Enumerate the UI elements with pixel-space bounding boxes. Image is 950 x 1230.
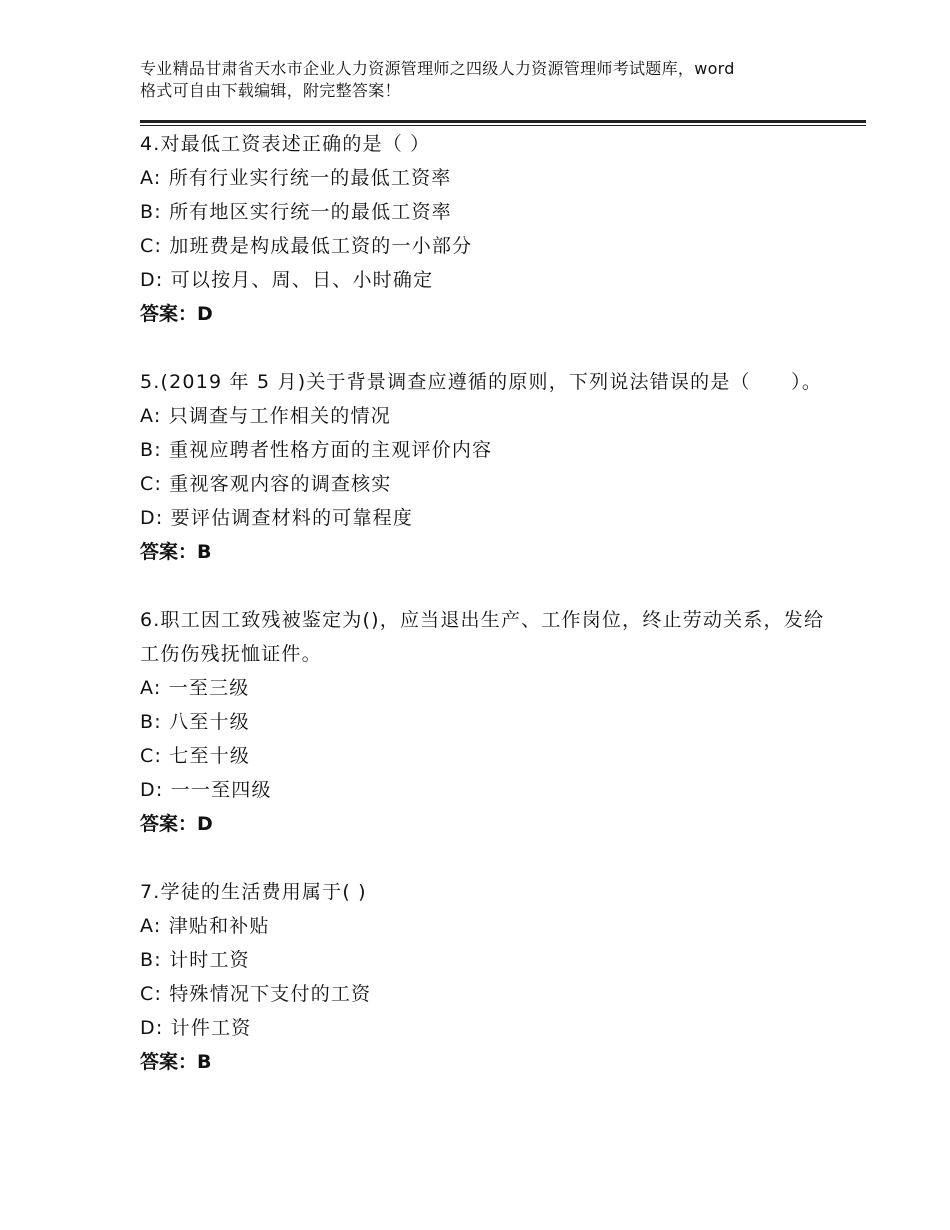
document-header	[140, 58, 830, 102]
option-d: D: 一一至四级	[140, 779, 272, 801]
question-6	[140, 603, 840, 841]
question-stem: 6.职工因工致残被鉴定为()，应当退出生产、工作岗位，终止劳动关系，发给工伤伤残抚恤证件。	[140, 609, 825, 665]
option-d: D: 要评估调查材料的可靠程度	[140, 507, 414, 529]
option-b: B: 八至十级	[140, 711, 250, 733]
option-a: A: 津贴和补贴	[140, 915, 270, 937]
option-d: D: 计件工资	[140, 1017, 252, 1039]
header-divider	[140, 120, 866, 126]
question-4	[140, 127, 840, 331]
option-c: C: 特殊情况下支付的工资	[140, 983, 372, 1005]
question-stem: 7.学徒的生活费用属于( )	[140, 881, 367, 903]
answer-label: 答案：B	[140, 541, 212, 563]
answer-label: 答案：D	[140, 813, 213, 835]
option-d: D: 可以按月、周、日、小时确定	[140, 269, 434, 291]
option-a: A: 只调查与工作相关的情况	[140, 405, 391, 427]
answer-label: 答案：B	[140, 1051, 212, 1073]
option-a: A: 一至三级	[140, 677, 250, 699]
option-c: C: 重视客观内容的调查核实	[140, 473, 392, 495]
question-stem: 4.对最低工资表述正确的是（ ）	[140, 133, 431, 155]
option-b: B: 所有地区实行统一的最低工资率	[140, 201, 452, 223]
option-c: C: 七至十级	[140, 745, 251, 767]
question-list	[140, 127, 840, 1113]
option-b: B: 重视应聘者性格方面的主观评价内容	[140, 439, 493, 461]
question-5	[140, 365, 840, 569]
question-7	[140, 875, 840, 1079]
question-stem: 5.(2019 年 5 月)关于背景调查应遵循的原则，下列说法错误的是（ ）。	[140, 371, 823, 393]
answer-label: 答案：D	[140, 303, 213, 325]
header-line-2: 格式可自由下载编辑，附完整答案！	[140, 81, 401, 100]
option-b: B: 计时工资	[140, 949, 250, 971]
option-a: A: 所有行业实行统一的最低工资率	[140, 167, 452, 189]
header-line-1: 专业精品甘肃省天水市企业人力资源管理师之四级人力资源管理师考试题库，word	[140, 59, 735, 78]
option-c: C: 加班费是构成最低工资的一小部分	[140, 235, 473, 257]
